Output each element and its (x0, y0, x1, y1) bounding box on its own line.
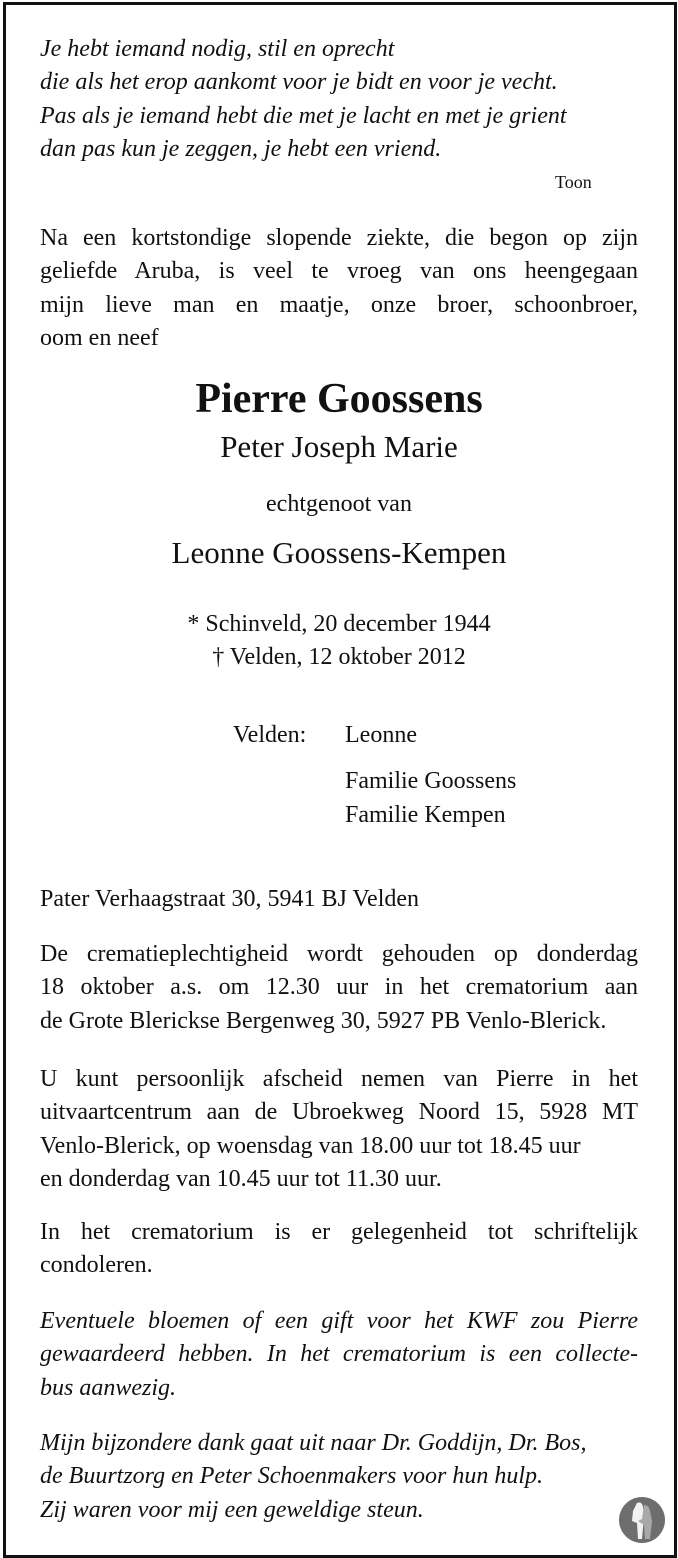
family-list (345, 719, 645, 832)
text-line: mijn lieve man en maatje, onze broer, schoonbroer, (40, 291, 638, 318)
poem-line: dan pas kun je zeggen, je hebt een vriend. (40, 135, 442, 162)
family-member: Familie Kempen (345, 801, 506, 828)
text-line: De crematieplechtigheid wordt gehouden op donderdag (40, 941, 638, 967)
text-line: de Grote Blerickse Bergenweg 30, 5927 PB Venlo-Blerick. (40, 1007, 607, 1034)
text-line: condoleren. (40, 1252, 153, 1279)
poem-author: Toon (555, 172, 592, 192)
deceased-name: Pierre Goossens (195, 376, 483, 422)
thanks-paragraph (40, 1427, 638, 1527)
intro-paragraph (40, 222, 638, 355)
text-line: de Buurtzorg en Peter Schoenmakers voor hun hulp. (40, 1463, 544, 1490)
text-line: oom en neef (40, 324, 159, 351)
text-line: geliefde Aruba, is veel te vroeg van ons heengegaan (40, 258, 638, 285)
text-line: Zij waren voor mij een geweldige steun. (40, 1496, 424, 1523)
flowers-paragraph (40, 1305, 638, 1405)
address: Pater Verhaagstraat 30, 5941 BJ Velden (40, 886, 420, 912)
text-line: In het crematorium is er gelegenheid tot schriftelijk (40, 1219, 638, 1245)
text-line: uitvaartcentrum aan de Ubroekweg Noord 15, 5928 MT (40, 1099, 638, 1126)
poem-line: die als het erop aankomt voor je bidt en voor je vecht. (40, 69, 558, 96)
family-member: Familie Goossens (345, 768, 517, 795)
condolence-paragraph (40, 1216, 638, 1283)
farewell-paragraph (40, 1063, 638, 1196)
text-line: Na een kortstondige slopende ziekte, die begon op zijn (40, 225, 638, 251)
family-place: Velden: (233, 722, 307, 748)
deceased-full-name: Peter Joseph Marie (220, 429, 458, 464)
death-info: † Velden, 12 oktober 2012 (212, 644, 466, 670)
family-member: Leonne (345, 722, 417, 748)
text-line: Eventuele bloemen of een gift voor het KWF zou Pierre (40, 1308, 638, 1334)
embracing-people-logo-icon (619, 1497, 665, 1543)
text-line: U kunt persoonlijk afscheid nemen van Pierre in het (40, 1066, 638, 1092)
text-line: gewaardeerd hebben. In het crematorium is een collecte- (40, 1341, 638, 1368)
text-line: Mijn bijzondere dank gaat uit naar Dr. Goddijn, Dr. Bos, (40, 1430, 587, 1456)
poem (40, 33, 638, 166)
cremation-paragraph (40, 938, 638, 1038)
relation-label: echtgenoot van (266, 491, 412, 517)
text-line: en donderdag van 10.45 uur tot 11.30 uur. (40, 1165, 442, 1192)
birth-info: * Schinveld, 20 december 1944 (187, 611, 491, 637)
text-line: Venlo-Blerick, op woensdag van 18.00 uur tot 18.45 uur (40, 1132, 581, 1159)
spouse-name: Leonne Goossens-Kempen (171, 535, 507, 570)
poem-line: Pas als je iemand hebt die met je lacht en met je grient (40, 102, 567, 129)
text-line: bus aanwezig. (40, 1374, 177, 1401)
poem-line: Je hebt iemand nodig, stil en oprecht (40, 36, 395, 62)
text-line: 18 oktober a.s. om 12.30 uur in het crematorium aan (40, 974, 638, 1001)
